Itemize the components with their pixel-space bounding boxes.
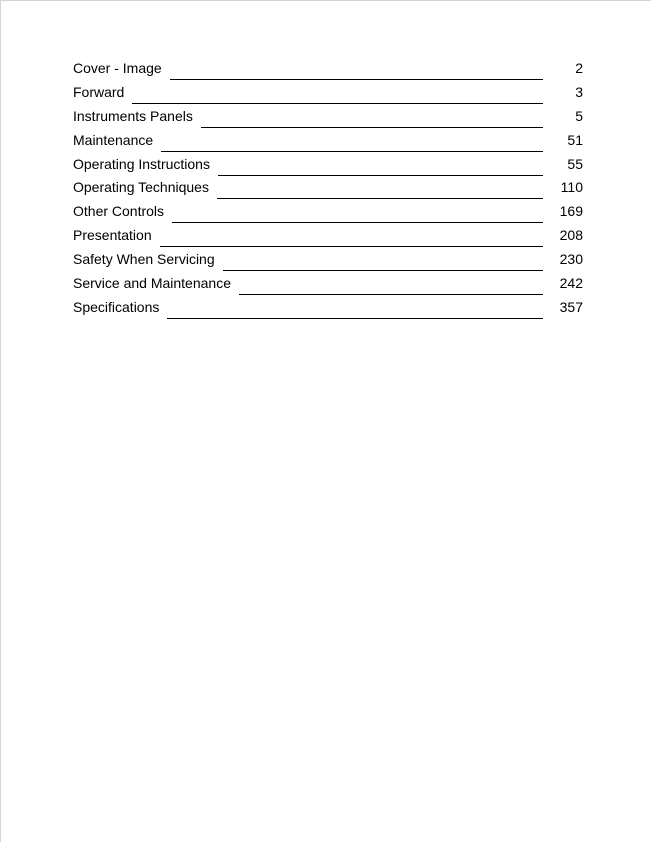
toc-page-number: 208 bbox=[559, 227, 583, 244]
toc-leader-line bbox=[239, 273, 543, 295]
table-of-contents bbox=[73, 58, 583, 321]
toc-entry-forward[interactable] bbox=[73, 82, 583, 106]
toc-leader-line bbox=[170, 58, 543, 80]
toc-leader-line bbox=[217, 177, 543, 199]
toc-page-number: 230 bbox=[559, 251, 583, 268]
toc-entry-title[interactable]: Operating Instructions bbox=[73, 155, 210, 172]
toc-entry-title[interactable]: Safety When Servicing bbox=[73, 251, 215, 268]
toc-entry-title[interactable]: Operating Techniques bbox=[73, 179, 209, 196]
toc-entry-title[interactable]: Service and Maintenance bbox=[73, 275, 231, 292]
toc-page-number: 3 bbox=[575, 83, 583, 100]
toc-entry-title[interactable]: Instruments Panels bbox=[73, 107, 193, 124]
toc-leader-line bbox=[201, 106, 543, 128]
toc-leader-line bbox=[167, 297, 543, 319]
toc-entry-cover-image[interactable] bbox=[73, 58, 583, 82]
toc-entry-safety-when-servicing[interactable] bbox=[73, 249, 583, 273]
toc-page-number: 169 bbox=[559, 203, 583, 220]
toc-entry-title[interactable]: Other Controls bbox=[73, 203, 165, 220]
toc-leader-line bbox=[223, 249, 543, 271]
toc-page-number: 2 bbox=[575, 60, 583, 76]
toc-entry-title[interactable]: Maintenance bbox=[73, 131, 154, 148]
toc-leader-line bbox=[218, 154, 543, 176]
toc-page-number: 51 bbox=[567, 131, 583, 148]
toc-entry-other-controls[interactable] bbox=[73, 201, 583, 225]
toc-page-number: 110 bbox=[560, 179, 583, 196]
toc-entry-title[interactable]: Presentation bbox=[73, 227, 152, 244]
toc-page-number: 242 bbox=[559, 275, 583, 292]
toc-entry-service-and-maintenance[interactable] bbox=[73, 273, 583, 297]
toc-entry-instruments-panels[interactable] bbox=[73, 106, 583, 130]
toc-page-number: 55 bbox=[567, 155, 583, 172]
toc-page-number: 5 bbox=[575, 107, 583, 124]
toc-leader-line bbox=[160, 225, 543, 247]
toc-entry-operating-techniques[interactable] bbox=[73, 177, 583, 201]
toc-entry-operating-instructions[interactable] bbox=[73, 154, 583, 178]
toc-entry-maintenance[interactable] bbox=[73, 130, 583, 154]
toc-entry-presentation[interactable] bbox=[73, 225, 583, 249]
toc-leader-line bbox=[172, 201, 543, 223]
toc-entry-title[interactable]: Cover - Image bbox=[73, 60, 162, 76]
toc-leader-line bbox=[161, 130, 543, 152]
toc-page-number: 357 bbox=[559, 298, 583, 315]
toc-entry-title[interactable]: Forward bbox=[73, 83, 125, 100]
toc-entry-specifications[interactable] bbox=[73, 297, 583, 321]
toc-leader-line bbox=[132, 82, 543, 104]
toc-entry-title[interactable]: Specifications bbox=[73, 298, 160, 315]
